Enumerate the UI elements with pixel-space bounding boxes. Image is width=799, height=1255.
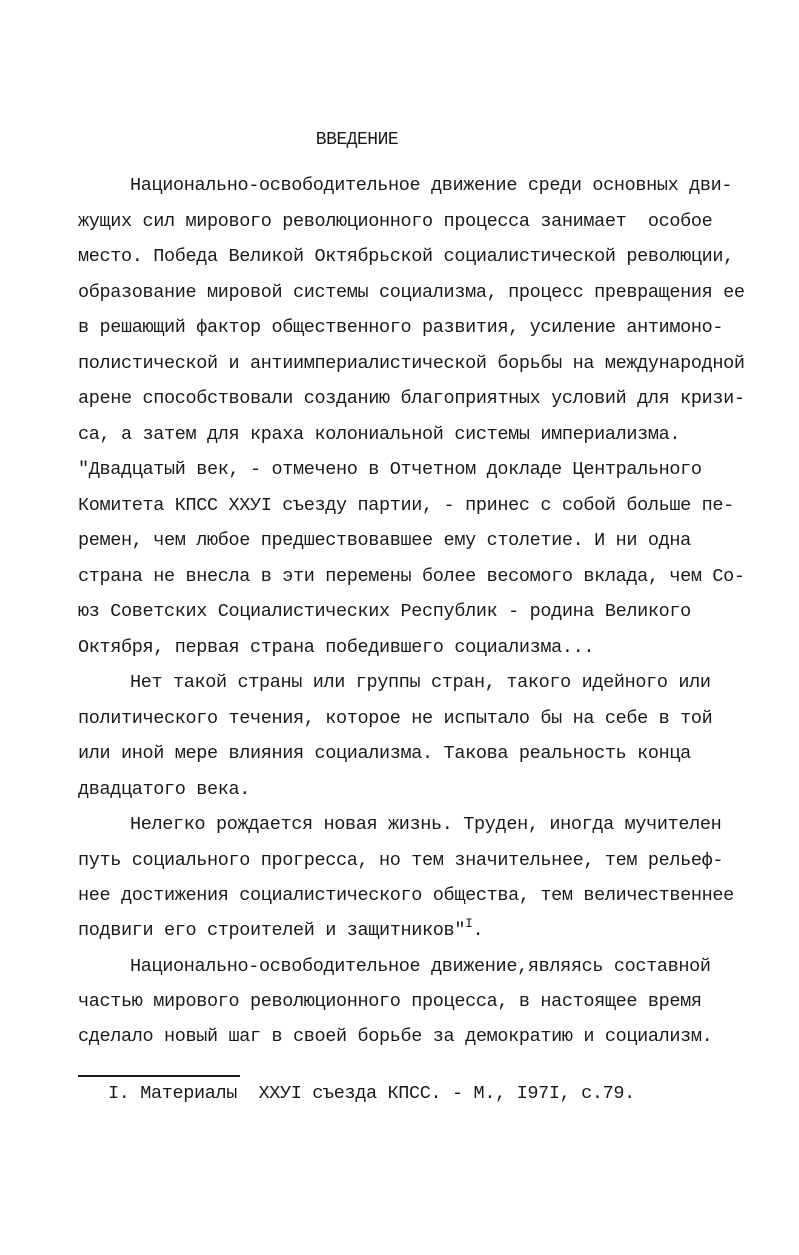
paragraph-line: Октября, первая страна победившего социализма... xyxy=(78,637,595,658)
paragraph-line: Нелегко рождается новая жизнь. Труден, иногда мучителен xyxy=(130,814,722,835)
paragraph-line: в решающий фактор общественного развития, усиление антимоно- xyxy=(78,317,724,338)
page-title: ВВЕДЕНИЕ xyxy=(315,130,399,150)
paragraph-line: частью мирового революционного процесса, в настоящее время xyxy=(78,991,702,1012)
paragraph-line-text: подвиги его строителей и защитников" xyxy=(78,920,466,941)
line-end-period: . xyxy=(472,920,484,941)
paragraph-line: Нет такой страны или группы стран, такого идейного или xyxy=(130,672,711,693)
paragraph-line: место. Победа Великой Октябрьской социалистической революции, xyxy=(78,246,734,267)
paragraph-line: политического течения, которое не испытало бы на себе в той xyxy=(78,708,713,729)
paragraph-line: жущих сил мирового революционного процесса занимает особое xyxy=(78,211,713,232)
paragraph-line-with-footnote-ref xyxy=(78,916,484,943)
paragraph-line: са, а затем для краха колониальной системы империализма. xyxy=(78,424,681,445)
footnote-text: I. Материалы ХХУI съезда КПСС. - М., I97I, с.79. xyxy=(108,1083,635,1104)
paragraph-line: страна не внесла в эти перемены более весомого вклада, чем Со- xyxy=(78,566,745,587)
paragraph-line: или иной мере влияния социализма. Такова реальность конца xyxy=(78,743,691,764)
footnote-reference: I xyxy=(465,916,473,931)
paragraph-line: полистической и антиимпериалистической борьбы на международной xyxy=(78,353,745,374)
paragraph-line: образование мировой системы социализма, процесс превращения ее xyxy=(78,282,745,303)
paragraph-line: двадцатого века. xyxy=(78,779,251,800)
paragraph-line: ремен, чем любое предшествовавшее ему столетие. И ни одна xyxy=(78,530,691,551)
paragraph-line: арене способствовали созданию благоприятных условий для кризи- xyxy=(78,388,745,409)
paragraph-line: Комитета КПСС ХХУI съезду партии, - принес с собой больше пе- xyxy=(78,495,734,516)
paragraph-line: нее достижения социалистического общества, тем величественнее xyxy=(78,885,734,906)
paragraph-line: "Двадцатый век, - отмечено в Отчетном докладе Центрального xyxy=(78,459,702,480)
paragraph-line: Национально-освободительное движение среди основных дви- xyxy=(130,175,733,196)
paragraph-line: путь социального прогресса, но тем значительнее, тем рельеф- xyxy=(78,850,724,871)
paragraph-line: сделало новый шаг в своей борьбе за демократию и социализм. xyxy=(78,1026,713,1047)
paragraph-line: юз Советских Социалистических Республик - родина Великого xyxy=(78,601,691,622)
paragraph-line: Национально-освободительное движение,являясь составной xyxy=(130,956,711,977)
footnote-divider xyxy=(78,1075,240,1077)
